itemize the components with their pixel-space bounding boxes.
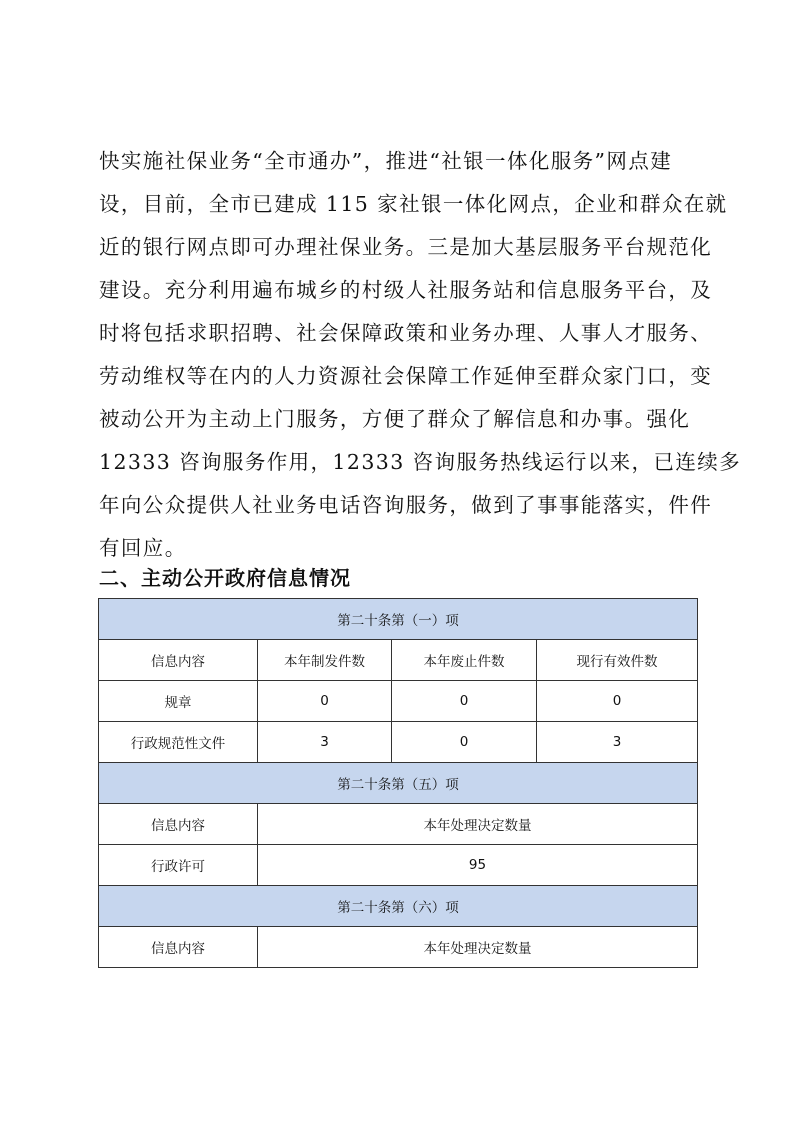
paragraph-line: 时将包括求职招聘、社会保障政策和业务办理、人事人才服务、 bbox=[99, 321, 713, 345]
paragraph-line: 劳动维权等在内的人力资源社会保障工作延伸至群众家门口，变 bbox=[99, 364, 713, 388]
header-cell: 本年废止件数 bbox=[392, 640, 537, 681]
table-cell: 3 bbox=[537, 722, 698, 763]
table-cell: 95 bbox=[258, 845, 698, 886]
table-row bbox=[99, 681, 698, 722]
paragraph-line: 设，目前，全市已建成 115 家社银一体化网点，企业和群众在就 bbox=[99, 192, 728, 216]
table-cell: 行政规范性文件 bbox=[99, 722, 258, 763]
section-heading: 二、主动公开政府信息情况 bbox=[99, 566, 351, 590]
table-section-header bbox=[99, 886, 698, 927]
table-row bbox=[99, 722, 698, 763]
table-row bbox=[99, 845, 698, 886]
table-cell: 规章 bbox=[99, 681, 258, 722]
table-header-row bbox=[99, 804, 698, 845]
body-paragraph bbox=[99, 140, 742, 570]
table-cell: 0 bbox=[537, 681, 698, 722]
header-cell: 信息内容 bbox=[99, 927, 258, 968]
section-title: 第二十条第（一）项 bbox=[99, 599, 698, 640]
info-disclosure-table bbox=[98, 598, 698, 968]
paragraph-line: 快实施社保业务“全市通办”，推进“社银一体化服务”网点建 bbox=[99, 149, 673, 173]
paragraph-line: 近的银行网点即可办理社保业务。三是加大基层服务平台规范化 bbox=[99, 235, 713, 259]
table-header-row bbox=[99, 640, 698, 681]
header-cell: 信息内容 bbox=[99, 640, 258, 681]
header-cell: 信息内容 bbox=[99, 804, 258, 845]
table-section-header bbox=[99, 763, 698, 804]
header-cell: 本年制发件数 bbox=[258, 640, 392, 681]
section-title: 第二十条第（五）项 bbox=[99, 763, 698, 804]
paragraph-line: 有回应。 bbox=[99, 536, 187, 560]
section-title: 第二十条第（六）项 bbox=[99, 886, 698, 927]
header-cell: 现行有效件数 bbox=[537, 640, 698, 681]
header-cell: 本年处理决定数量 bbox=[258, 804, 698, 845]
table-cell: 3 bbox=[258, 722, 392, 763]
paragraph-line: 年向公众提供人社业务电话咨询服务，做到了事事能落实，件件 bbox=[99, 493, 713, 517]
table-section-header bbox=[99, 599, 698, 640]
table-header-row bbox=[99, 927, 698, 968]
table-cell: 行政许可 bbox=[99, 845, 258, 886]
paragraph-line: 12333 咨询服务作用，12333 咨询服务热线运行以来，已连续多 bbox=[99, 450, 742, 474]
table-cell: 0 bbox=[392, 681, 537, 722]
paragraph-line: 被动公开为主动上门服务，方便了群众了解信息和办事。强化 bbox=[99, 407, 691, 431]
table-cell: 0 bbox=[392, 722, 537, 763]
table-cell: 0 bbox=[258, 681, 392, 722]
paragraph-line: 建设。充分利用遍布城乡的村级人社服务站和信息服务平台，及 bbox=[99, 278, 713, 302]
header-cell: 本年处理决定数量 bbox=[258, 927, 698, 968]
